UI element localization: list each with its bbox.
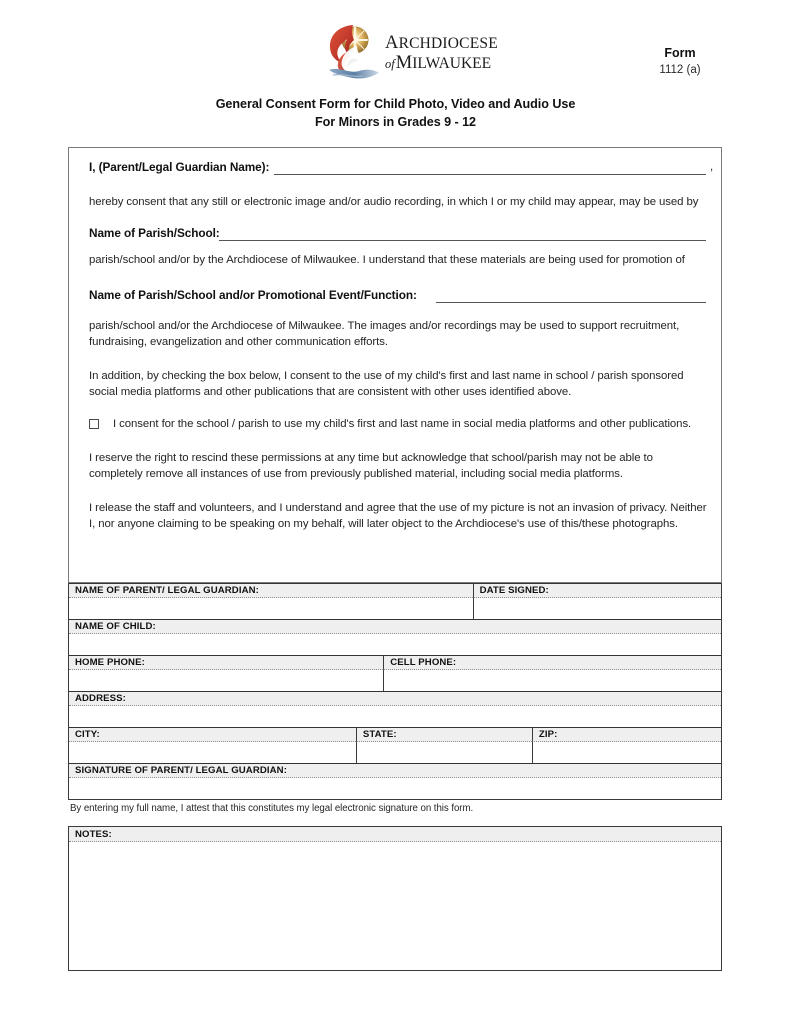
- table-row-labels: [69, 655, 721, 670]
- consent-paragraph-5: I reserve the right to rescind these permissions at any time but acknowledge that school/parish may not be able to completely remove all instances of use from previously published material, including social media platforms.: [89, 452, 653, 480]
- consent-statement-box: [68, 147, 722, 583]
- field-label: SIGNATURE OF PARENT/ LEGAL GUARDIAN:: [75, 765, 287, 776]
- field-label-cell: [532, 727, 721, 742]
- field-input-cell[interactable]: [356, 742, 532, 763]
- field-input-cell[interactable]: [69, 634, 721, 655]
- logo-line-milwaukee: ofMILWAUKEE: [385, 53, 492, 74]
- table-row-inputs: [69, 742, 721, 763]
- guardian-name-comma: ,: [710, 161, 714, 173]
- page-title: [0, 95, 791, 131]
- field-label-cell: [69, 727, 356, 742]
- table-row-labels: [69, 727, 721, 742]
- table-row-inputs: [69, 598, 721, 619]
- table-row-inputs: [69, 634, 721, 655]
- field-label: CELL PHONE:: [390, 657, 457, 668]
- consent-paragraph-4: In addition, by checking the box below, I consent to the use of my child's first and last name in school / parish sponsored social media platforms and other publications that are consistent with other uses identified above.: [89, 370, 684, 398]
- form-label: Form: [664, 46, 696, 60]
- field-input-cell[interactable]: [69, 670, 383, 691]
- field-input-cell[interactable]: [383, 670, 721, 691]
- guardian-name-label: I, (Parent/Legal Guardian Name):: [89, 160, 270, 174]
- field-label: ZIP:: [538, 729, 558, 740]
- field-label: NAME OF CHILD:: [75, 621, 156, 632]
- table-row-labels: [69, 763, 721, 778]
- field-label-cell: [69, 583, 473, 598]
- logo-line-archdiocese: ARCHDIOCESE: [385, 33, 498, 53]
- notes-input-area[interactable]: [69, 842, 721, 970]
- consent-paragraph-6: I release the staff and volunteers, and I understand and agree that the use of my picture is not an invasion of privacy. Neither I, nor anyone claiming to be speaking on my behalf, will later object to the Archdiocese's use of this/these photographs.: [89, 502, 707, 530]
- field-label-cell: [69, 619, 721, 634]
- form-number: 1112 (a): [659, 64, 701, 76]
- notes-label-band: [69, 827, 721, 842]
- table-row-inputs: [69, 706, 721, 727]
- field-label-cell: [356, 727, 532, 742]
- table-row-labels: [69, 619, 721, 634]
- social-media-consent-checkbox[interactable]: [89, 419, 99, 429]
- field-input-cell[interactable]: [69, 706, 721, 727]
- field-input-cell[interactable]: [532, 742, 721, 763]
- field-input-cell[interactable]: [473, 598, 721, 619]
- field-input-cell[interactable]: [69, 598, 473, 619]
- field-label-cell: [69, 763, 721, 778]
- field-label: DATE SIGNED:: [479, 585, 549, 596]
- parish-school-label: Name of Parish/School:: [89, 226, 220, 240]
- electronic-signature-attestation: By entering my full name, I attest that this constitutes my legal electronic signature on this form.: [70, 803, 474, 814]
- field-label: CITY:: [75, 729, 100, 740]
- archdiocese-logo: [323, 22, 498, 80]
- title-line-1: General Consent Form for Child Photo, Video and Audio Use: [215, 97, 576, 111]
- parish-school-input-rule[interactable]: [219, 240, 706, 241]
- field-label-cell: [383, 655, 721, 670]
- archdiocese-flame-dove-cross-icon: [323, 22, 385, 80]
- notes-label: NOTES:: [75, 828, 112, 840]
- table-row-labels: [69, 583, 721, 598]
- field-label: ADDRESS:: [75, 693, 126, 704]
- social-media-consent-row[interactable]: [89, 417, 709, 432]
- field-label: NAME OF PARENT/ LEGAL GUARDIAN:: [75, 585, 259, 596]
- guardian-name-input-rule[interactable]: [274, 174, 706, 175]
- field-input-cell[interactable]: [69, 778, 721, 799]
- table-row-inputs: [69, 670, 721, 691]
- archdiocese-logo-text: [385, 33, 498, 74]
- table-row-inputs: [69, 778, 721, 799]
- field-label-cell: [473, 583, 721, 598]
- field-label-cell: [69, 655, 383, 670]
- field-label-cell: [69, 691, 721, 706]
- page-header: [0, 0, 791, 90]
- consent-paragraph-2: parish/school and/or by the Archdiocese of Milwaukee. I understand that these materials are being used for promotion of: [89, 254, 685, 266]
- social-media-consent-label: I consent for the school / parish to use my child's first and last name in social media platforms and other publications.: [113, 418, 692, 430]
- promotional-event-input-rule[interactable]: [436, 302, 706, 303]
- field-input-cell[interactable]: [69, 742, 356, 763]
- notes-box: [68, 826, 722, 971]
- field-label: STATE:: [362, 729, 397, 740]
- field-label: HOME PHONE:: [75, 657, 145, 668]
- consent-paragraph-1: hereby consent that any still or electronic image and/or audio recording, in which I or my child may appear, may be used by: [89, 196, 699, 208]
- promotional-event-label: Name of Parish/School and/or Promotional Event/Function:: [89, 288, 417, 302]
- signature-information-table: [68, 583, 722, 800]
- consent-paragraph-3: parish/school and/or the Archdiocese of Milwaukee. The images and/or recordings may be used to support recruitment, fundraising, evangelization and other communication efforts.: [89, 320, 680, 348]
- table-row-labels: [69, 691, 721, 706]
- title-line-2: For Minors in Grades 9 - 12: [314, 115, 476, 129]
